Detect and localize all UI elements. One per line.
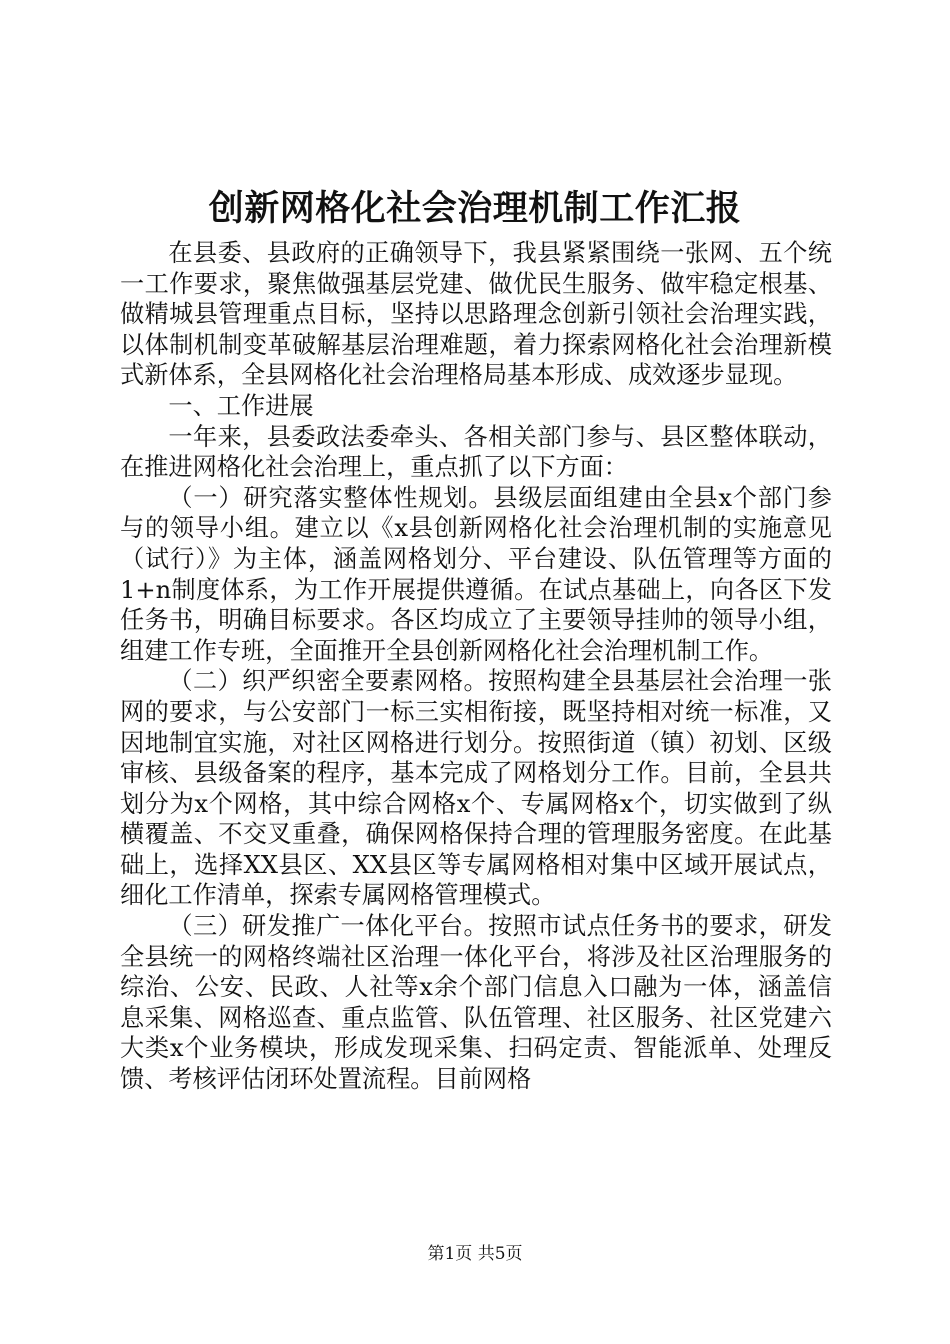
section-heading-progress: 一、工作进展 — [168, 391, 314, 420]
paragraph-item-1: （一）研究落实整体性规划。县级层面组建由全县x个部门参与的领导小组。建立以《x县创新网格化社会治理机制的实施意见（试行）》为主体，涵盖网格划分、平台建设、队伍管理等方面的1+n制度体系，为工作开展提供遵循。在试点基础上，向各区下发任务书，明确目标要求。各区均成立了主要领导挂帅的领导小组，组建工作专班，全面推开全县创新网格化社会治理机制工作。 — [120, 483, 832, 665]
paragraph-item-2: （二）织严织密全要素网格。按照构建全县基层社会治理一张网的要求，与公安部门一标三实相衔接，既坚持相对统一标准，又因地制宜实施，对社区网格进行划分。按照街道（镇）初划、区级审核、县级备案的程序，基本完成了网格划分工作。目前，全县共划分为x个网格，其中综合网格x个、专属网格x个，切实做到了纵横覆盖、不交叉重叠，确保网格保持合理的管理服务密度。在此基础上，选择XX县区、XX县区等专属网格相对集中区域开展试点，细化工作清单，探索专属网格管理模式。 — [120, 667, 832, 910]
document-title: 创新网格化社会治理机制工作汇报 — [208, 188, 742, 229]
document-body — [120, 238, 832, 1095]
page-footer: 第1页 共5页 — [427, 1244, 523, 1264]
paragraph-item-3: （三）研发推广一体化平台。按照市试点任务书的要求，研发全县统一的网格终端社区治理一体化平台，将涉及社区治理服务的综治、公安、民政、人社等x余个部门信息入口融为一体，涵盖信息采集、网格巡查、重点监管、队伍管理、社区服务、社区党建六大类x个业务模块，形成发现采集、扫码定责、智能派单、处理反馈、考核评估闭环处置流程。目前网格 — [120, 912, 832, 1094]
paragraph-intro: 在县委、县政府的正确领导下，我县紧紧围绕一张网、五个统一工作要求，聚焦做强基层党建、做优民生服务、做牢稳定根基、做精城县管理重点目标，坚持以思路理念创新引领社会治理实践，以体制机制变革破解基层治理难题，着力探索网格化社会治理新模式新体系，全县网格化社会治理格局基本形成、成效逐步显现。 — [120, 239, 832, 390]
paragraph-overview: 一年来，县委政法委牵头、各相关部门参与、县区整体联动，在推进网格化社会治理上，重点抓了以下方面： — [120, 422, 832, 482]
